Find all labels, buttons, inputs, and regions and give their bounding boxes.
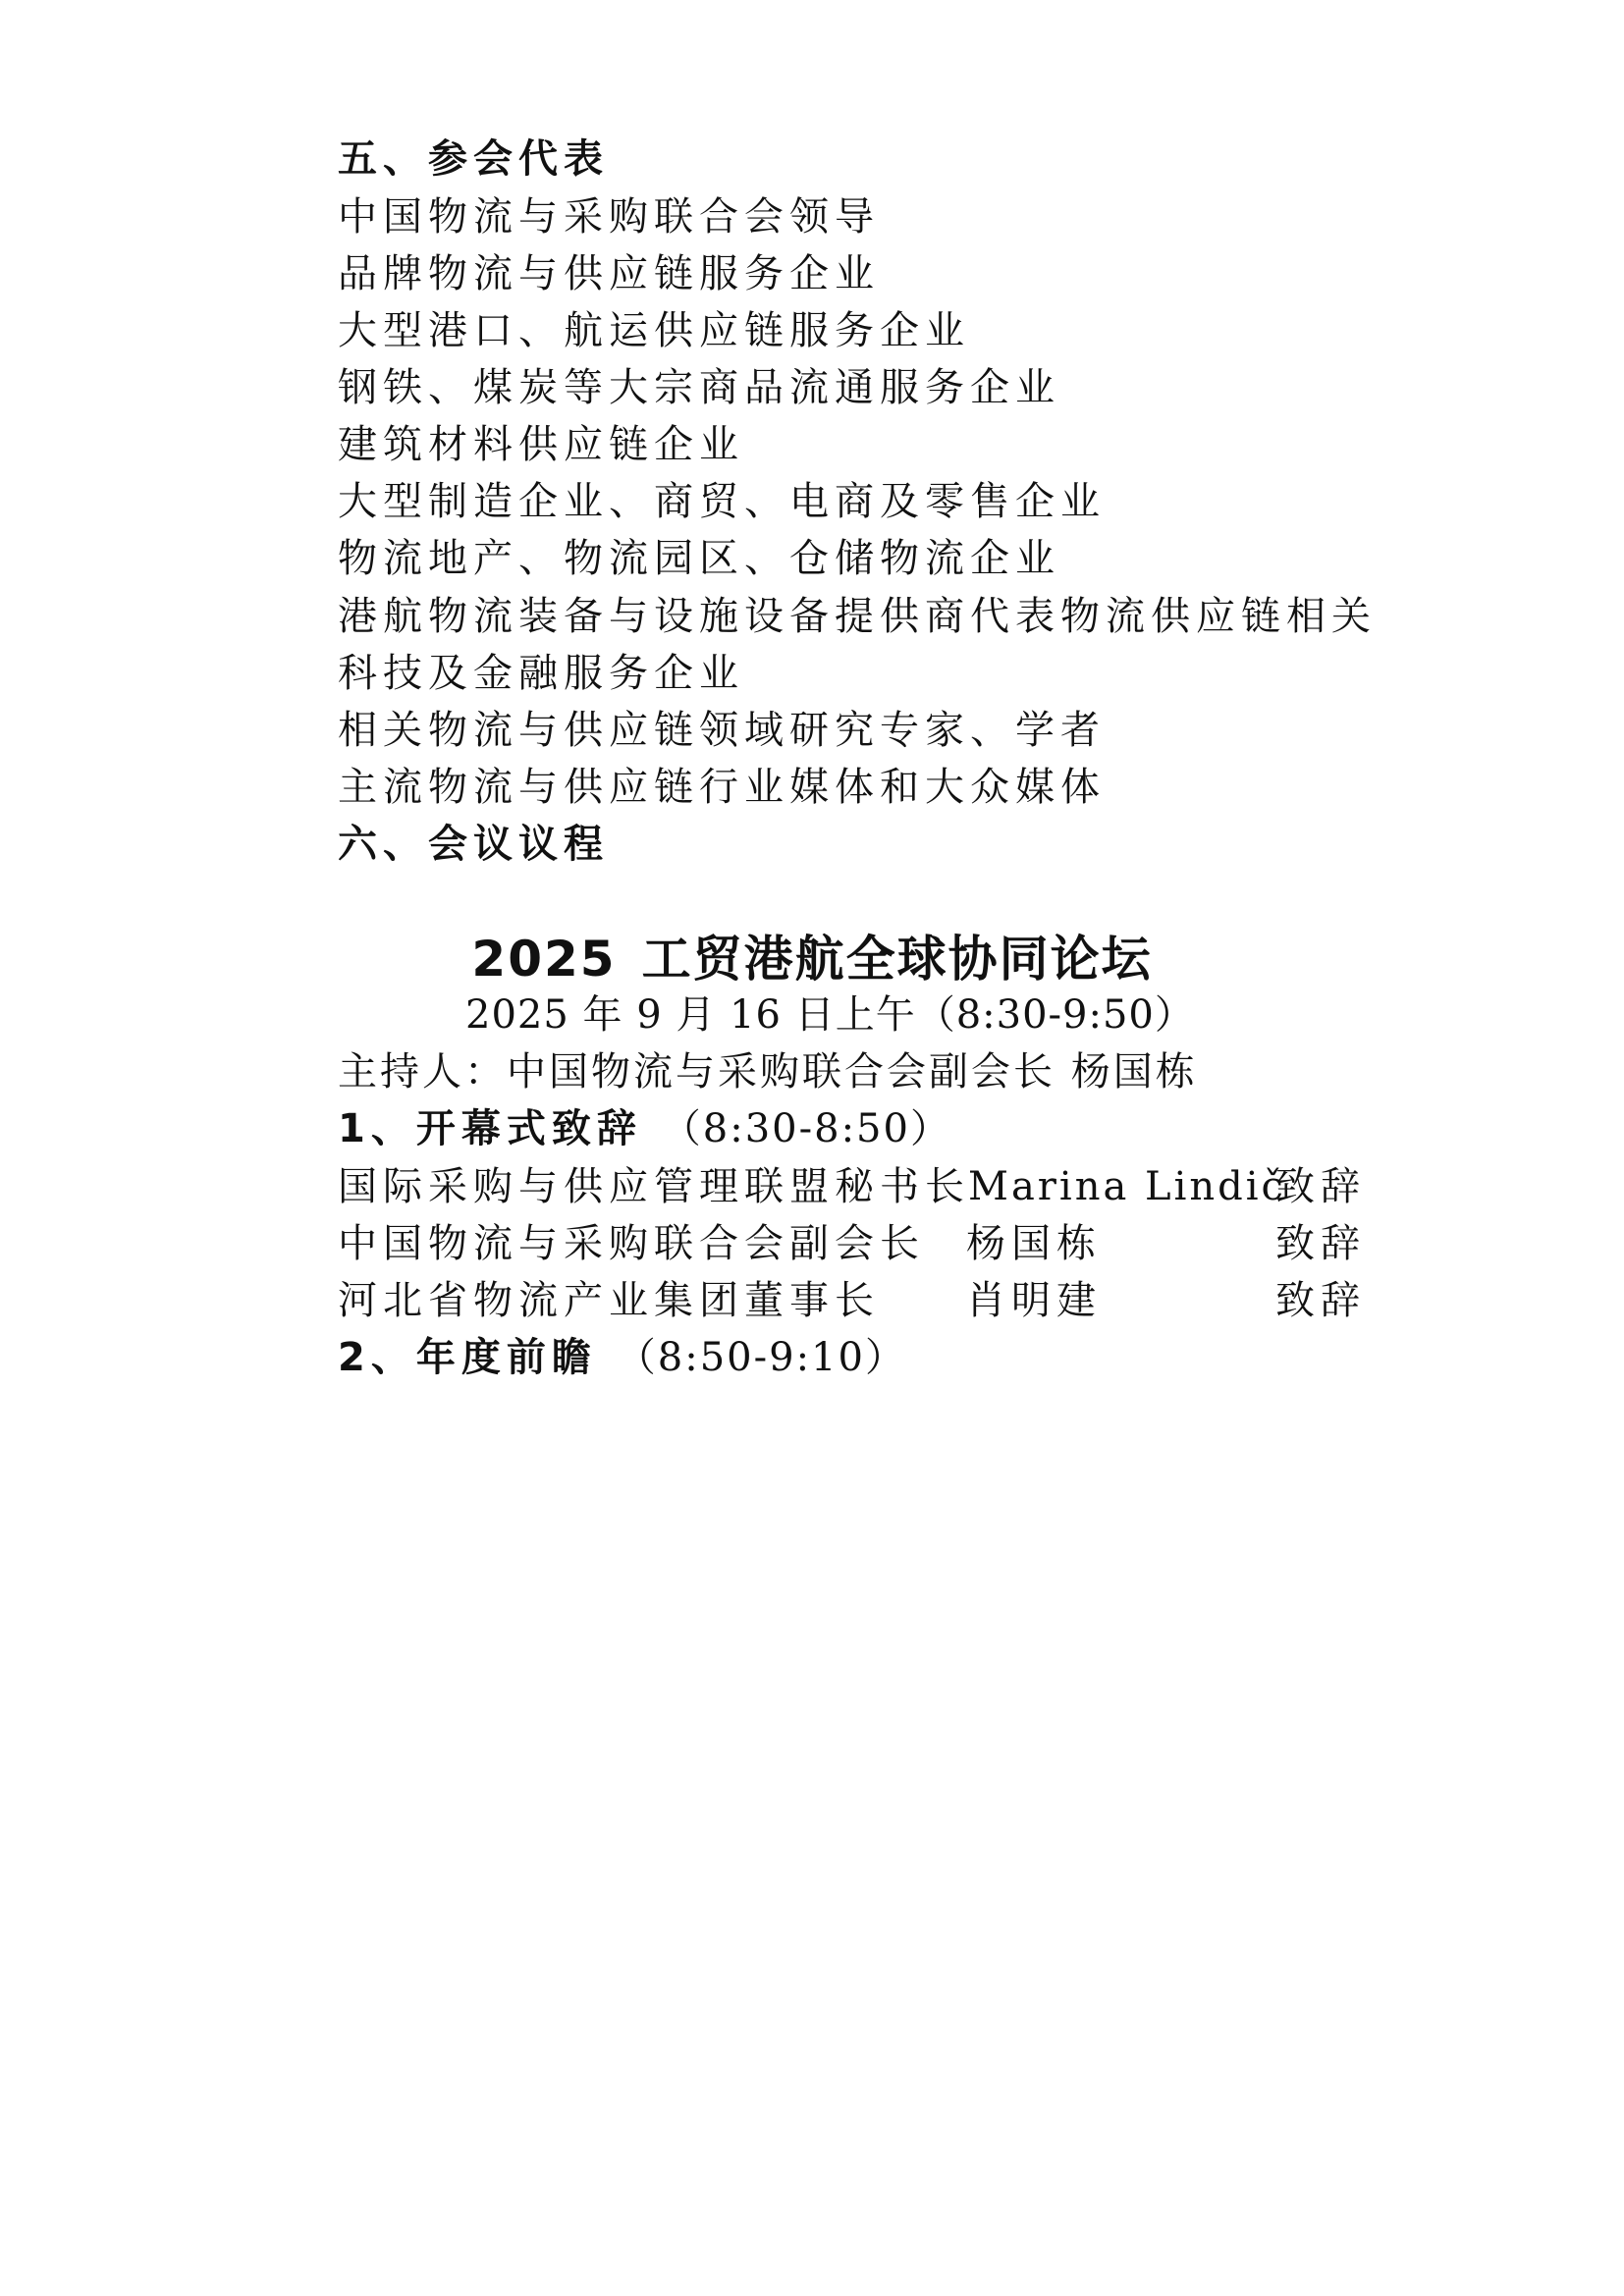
section-heading-agenda: 六、会议议程 bbox=[338, 822, 609, 867]
attendee-item: 品牌物流与供应链服务企业 bbox=[338, 251, 880, 296]
agenda-item-title bbox=[338, 1101, 951, 1156]
speaker-action: 致辞 bbox=[1275, 1221, 1366, 1266]
attendee-item: 科技及金融服务企业 bbox=[338, 651, 744, 696]
attendee-item: 建筑材料供应链企业 bbox=[338, 422, 744, 467]
speaker-action: 致辞 bbox=[1275, 1278, 1366, 1323]
agenda-item-title bbox=[338, 1330, 906, 1385]
speaker-row bbox=[338, 1273, 1366, 1328]
forum-title bbox=[0, 925, 1624, 993]
speaker-role: 国际采购与供应管理联盟秘书长 bbox=[338, 1164, 970, 1209]
speaker-role: 中国物流与采购联合会副会长 bbox=[338, 1221, 925, 1266]
speaker-role: 河北省物流产业集团董事长 bbox=[338, 1278, 880, 1323]
speaker-name: 肖明建 bbox=[966, 1278, 1102, 1323]
attendee-item: 相关物流与供应链领域研究专家、学者 bbox=[338, 708, 1106, 753]
section-heading-attendees: 五、参会代表 bbox=[338, 136, 609, 182]
attendee-item: 物流地产、物流园区、仓储物流企业 bbox=[338, 536, 1060, 581]
agenda-item-label: 1、开幕式致辞 bbox=[338, 1106, 642, 1151]
forum-host: 主持人：中国物流与采购联合会副会长 杨国栋 bbox=[338, 1049, 1198, 1095]
forum-date-time: 2025 年 9 月 16 日上午（8:30-9:50） bbox=[465, 992, 1195, 1038]
agenda-item-time: （8:50-9:10） bbox=[616, 1335, 906, 1380]
speaker-action: 致辞 bbox=[1275, 1164, 1366, 1209]
attendee-item: 港航物流装备与设施设备提供商代表物流供应链相关 bbox=[338, 594, 1377, 639]
forum-title-text: 工贸港航全球协同论坛 bbox=[641, 931, 1153, 988]
speaker-name: Marina Lindič bbox=[968, 1164, 1286, 1209]
speaker-row bbox=[338, 1216, 1366, 1271]
attendee-item: 中国物流与采购联合会领导 bbox=[338, 194, 880, 240]
attendee-item: 大型制造企业、商贸、电商及零售企业 bbox=[338, 479, 1106, 524]
attendee-item: 钢铁、煤炭等大宗商品流通服务企业 bbox=[338, 365, 1060, 410]
attendee-item: 大型港口、航运供应链服务企业 bbox=[338, 308, 970, 353]
agenda-item-label: 2、年度前瞻 bbox=[338, 1335, 597, 1380]
forum-title-year: 2025 bbox=[471, 931, 617, 988]
speaker-row bbox=[338, 1159, 1366, 1214]
speaker-name: 杨国栋 bbox=[966, 1221, 1102, 1266]
attendee-item: 主流物流与供应链行业媒体和大众媒体 bbox=[338, 765, 1106, 810]
agenda-item-time: （8:30-8:50） bbox=[661, 1106, 951, 1151]
